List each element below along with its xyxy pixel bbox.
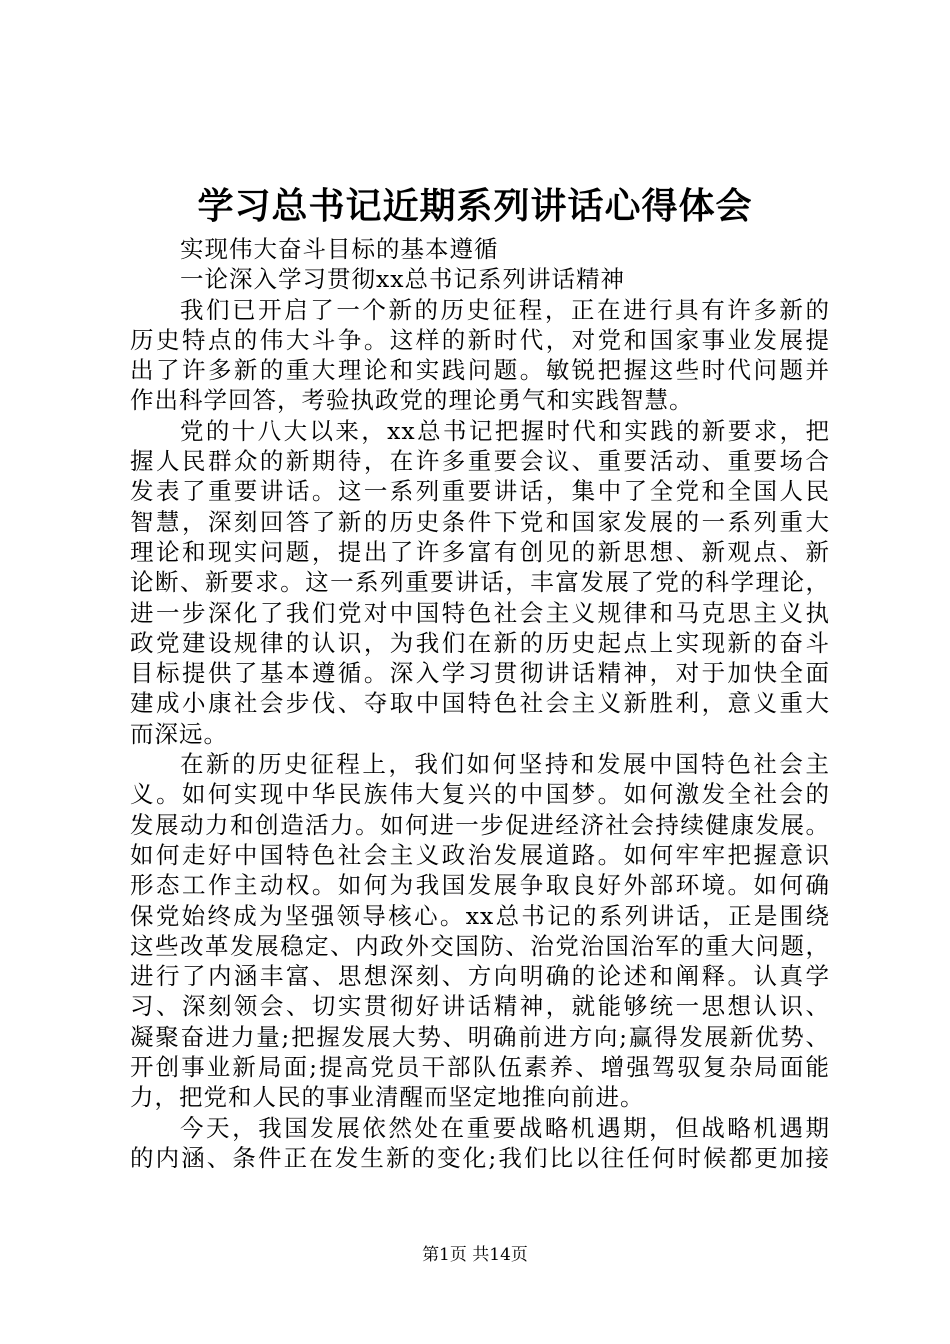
paragraph-line: 如何走好中国特色社会主义政治发展道路。如何牢牢把握意识 xyxy=(130,840,830,869)
paragraph-line: 形态工作主动权。如何为我国发展争取良好外部环境。如何确 xyxy=(130,871,830,900)
paragraph-line: 力，把党和人民的事业清醒而坚定地推向前进。 xyxy=(130,1083,645,1112)
paragraph-line: 的内涵、条件正在发生新的变化;我们比以往任何时候都更加接 xyxy=(130,1143,830,1172)
paragraph-line: 作出科学回答，考验执政党的理论勇气和实践智慧。 xyxy=(130,386,694,415)
subtitle-line: 实现伟大奋斗目标的基本遵循 xyxy=(180,235,499,263)
paragraph-line: 智慧，深刻回答了新的历史条件下党和国家发展的一系列重大 xyxy=(130,507,830,536)
document-body xyxy=(130,234,830,1173)
paragraph-line: 进行了内涵丰富、思想深刻、方向明确的论述和阐释。认真学 xyxy=(130,962,830,991)
paragraph-line: 在新的历史征程上，我们如何坚持和发展中国特色社会主 xyxy=(180,750,830,779)
paragraph xyxy=(130,1113,830,1174)
paragraph-line: 握人民群众的新期待，在许多重要会议、重要活动、重要场合 xyxy=(130,447,830,476)
paragraph xyxy=(130,416,830,749)
paragraph-line: 开创事业新局面;提高党员干部队伍素养、增强驾驭复杂局面能 xyxy=(130,1053,830,1082)
page-number-footer: 第1页 共14页 xyxy=(422,1245,528,1265)
paragraph-line: 保党始终成为坚强领导核心。xx总书记的系列讲话，正是围绕 xyxy=(130,901,830,930)
paragraph-line: 发表了重要讲话。这一系列重要讲话，集中了全党和全国人民 xyxy=(130,477,830,506)
paragraph-line: 历史特点的伟大斗争。这样的新时代，对党和国家事业发展提 xyxy=(130,325,830,354)
paragraph-line: 习、深刻领会、切实贯彻好讲话精神，就能够统一思想认识、 xyxy=(130,992,830,1021)
paragraph-line: 论断、新要求。这一系列重要讲话，丰富发展了党的科学理论， xyxy=(130,568,830,597)
paragraph xyxy=(130,749,830,1113)
paragraph-line: 今天，我国发展依然处在重要战略机遇期，但战略机遇期 xyxy=(180,1113,830,1142)
paragraph-line: 而深远。 xyxy=(130,719,228,748)
paragraph-line: 党的十八大以来，xx总书记把握时代和实践的新要求，把 xyxy=(180,416,830,445)
paragraph-line: 发展动力和创造活力。如何进一步促进经济社会持续健康发展。 xyxy=(130,810,830,839)
paragraph-line: 目标提供了基本遵循。深入学习贯彻讲话精神，对于加快全面 xyxy=(130,659,830,688)
subtitle-line: 一论深入学习贯彻xx总书记系列讲话精神 xyxy=(180,265,626,294)
paragraph-line: 我们已开启了一个新的历史征程，正在进行具有许多新的 xyxy=(180,295,830,324)
subtitle-block xyxy=(130,234,830,295)
paragraph-line: 建成小康社会步伐、夺取中国特色社会主义新胜利，意义重大 xyxy=(130,689,830,718)
paragraph-line: 义。如何实现中华民族伟大复兴的中国梦。如何激发全社会的 xyxy=(130,780,830,809)
paragraph-line: 这些改革发展稳定、内政外交国防、治党治国治军的重大问题， xyxy=(130,931,830,960)
paragraph-line: 凝聚奋进力量;把握发展大势、明确前进方向;赢得发展新优势、 xyxy=(130,1022,830,1051)
paragraph xyxy=(130,295,830,416)
paragraph-line: 进一步深化了我们党对中国特色社会主义规律和马克思主义执 xyxy=(130,598,830,627)
paragraph-line: 理论和现实问题，提出了许多富有创见的新思想、新观点、新 xyxy=(130,537,830,566)
paragraph-line: 政党建设规律的认识，为我们在新的历史起点上实现新的奋斗 xyxy=(130,628,830,657)
document-title: 学习总书记近期系列讲话心得体会 xyxy=(197,185,753,227)
paragraph-line: 出了许多新的重大理论和实践问题。敏锐把握这些时代问题并 xyxy=(130,356,830,385)
